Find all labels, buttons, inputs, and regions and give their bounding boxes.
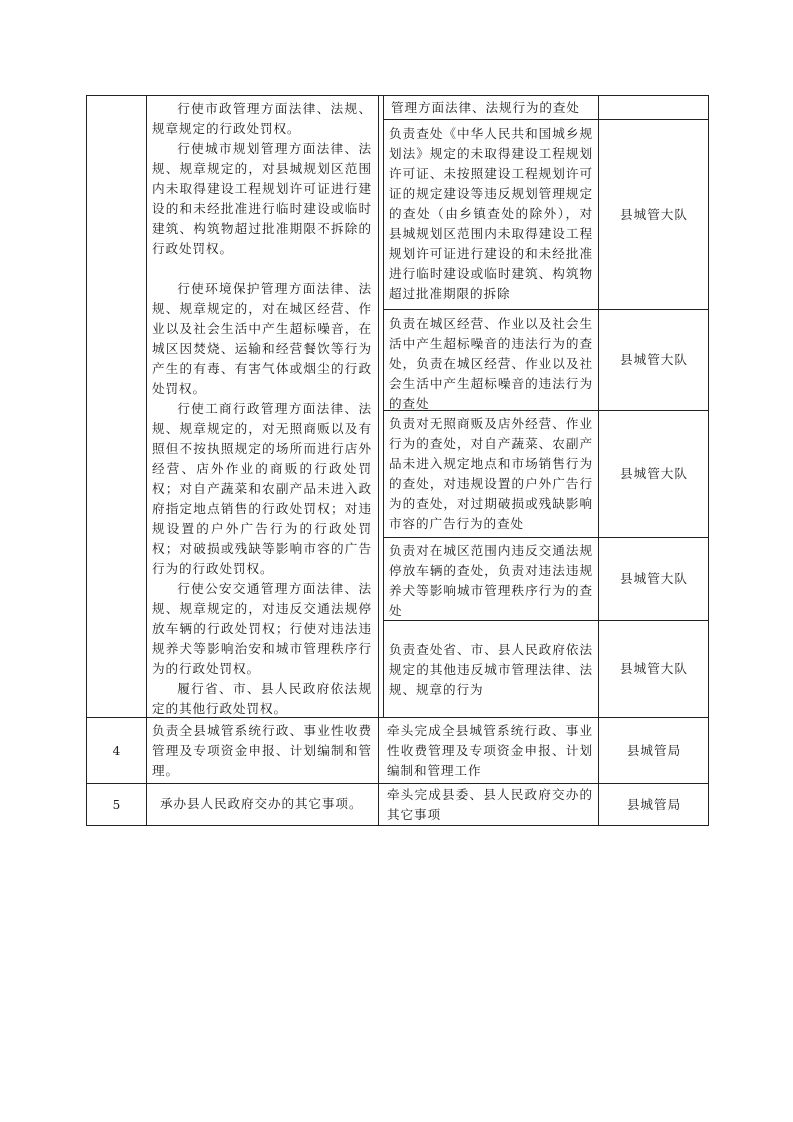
- power-text: 承办县人民政府交办的其它事项。: [160, 796, 363, 811]
- responsible-unit: 县城管大队: [620, 206, 688, 222]
- task-text: 负责查处《中华人民共和国城乡规划法》规定的未取得建设工程规划许可证、未按照建设工程规划许可证的规定建设等违反规划管理规定的查处（由乡镇查处的除外），对县城规划区范围内未取得建设工程规划许可证进行建设的和未经批准进行临时建设或临时建筑、构筑物超过批准期限的拆除: [389, 126, 593, 301]
- task-text: 负责对无照商贩及店外经营、作业行为的查处，对自产蔬菜、农副产品未进入规定地点和市场销售行为的查处，对违规设置的户外广告行为的查处，对过期破损或残缺影响市容的广告行为的查处: [389, 416, 593, 531]
- responsible-unit: 县城管局: [626, 797, 682, 812]
- task-text: 负责对在城区范围内违反交通法规停放车辆的查处，负责对违法违规养犬等影响城市管理秩序行为的查处: [389, 543, 593, 618]
- task-text: 牵头完成县委、县人民政府交办的其它事项: [387, 787, 593, 822]
- task-text: 管理方面法律、法规行为的查处: [391, 100, 580, 115]
- power-paragraph: 行使市政管理方面法律、法规、规章规定的行政处罚权。: [152, 101, 372, 136]
- power-paragraph: 行使环境保护管理方面法律、法规、规章规定的，对在城区经营、作业以及社会生活中产生超标噪音，在城区因焚烧、运输和经营餐饮等行为产生的有毒、有害气体或烟尘的行政处罚权。: [152, 281, 372, 396]
- responsible-unit: 县城管大队: [620, 571, 688, 586]
- power-text: 负责全县城管系统行政、事业性收费管理及专项资金申报、计划编制和管理。: [152, 723, 372, 778]
- column-divider-task-left: [383, 95, 384, 717]
- power-cell-continued: [146, 95, 378, 717]
- responsible-unit: 县城管大队: [620, 466, 688, 481]
- power-paragraph: 行使公安交通管理方面法律、法规、规章规定的，对违反交通法规停放车辆的行政处罚权；行使对违法违规养犬等影响治安和城市管理秩序行为的行政处罚权。: [152, 581, 372, 676]
- power-paragraph: 行使城市规划管理方面法律、法规、规章规定的，对县城规划区范围内未取得建设工程规划许可证进行建设的和未经批准进行临时建设或临时建筑、构筑物超过批准期限不拆除的行政处罚权。: [152, 141, 372, 256]
- row-number: 5: [112, 798, 121, 812]
- power-paragraph: 履行省、市、县人民政府依法规定的其他行政处罚权。: [152, 681, 372, 716]
- task-text: 负责在城区经营、作业以及社会生活中产生超标噪音的违法行为的查处，负责在城区经营、作业以及社会生活中产生超标噪音的违法行为的查处: [389, 316, 593, 411]
- task-text: 牵头完成全县城管系统行政、事业性收费管理及专项资金申报、计划编制和管理工作: [387, 723, 593, 778]
- responsible-unit: 县城管大队: [620, 661, 688, 676]
- row-number: 4: [112, 743, 121, 758]
- power-paragraph: 行使工商行政管理方面法律、法规、规章规定的，对无照商贩以及有照但不按执照规定的场所而进行店外经营、店外作业的商贩的行政处罚权；对自产蔬菜和农副产品未进入政府指定地点销售的行政处罚权；对违规设置的户外广告行为的行政处罚权；对破损或残缺等影响市容的广告行为的行政处罚权。: [152, 401, 372, 576]
- responsible-unit: 县城管局: [626, 742, 682, 758]
- responsible-unit: 县城管大队: [620, 352, 688, 367]
- task-text: 负责查处省、市、县人民政府依法规定的其他违反城市管理法律、法规、规章的行为: [389, 642, 593, 697]
